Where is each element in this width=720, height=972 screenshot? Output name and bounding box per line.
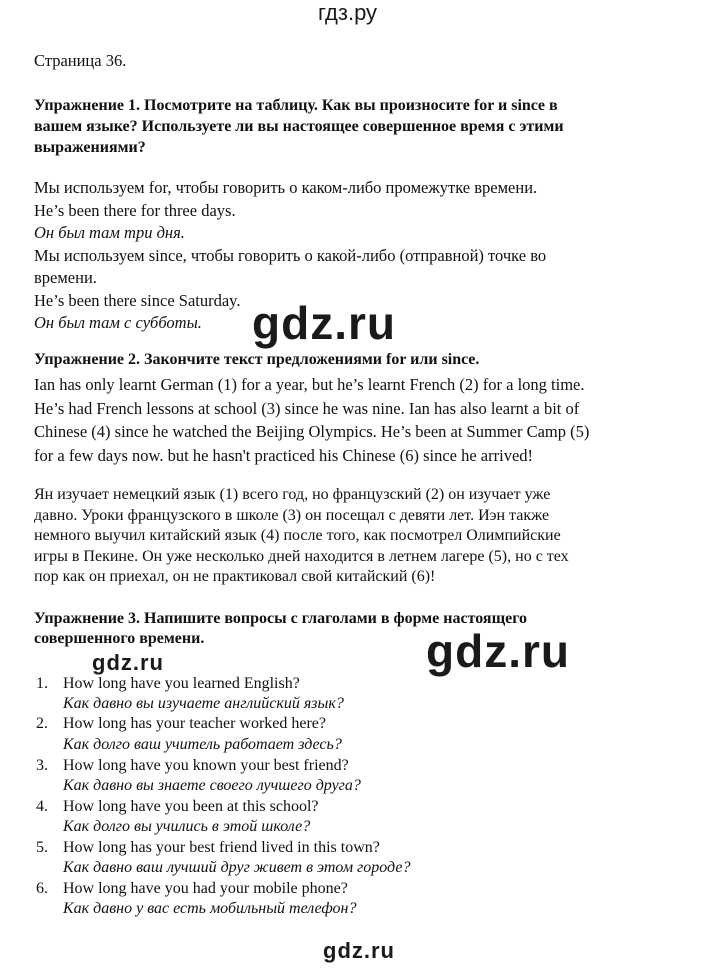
- q1-english: How long have you learned English?: [63, 675, 300, 692]
- ex1-title-line: выражениями?: [34, 139, 146, 156]
- q6-russian: Как давно у вас есть мобильный телефон?: [63, 900, 357, 917]
- ex1-line: времени.: [34, 268, 97, 287]
- ex1-title-line: вашем языке? Используете ли вы настоящее совершенное время с этими: [34, 118, 564, 135]
- q3-number: 3.: [36, 757, 48, 774]
- ex1-line-translation: Он был там с субботы.: [34, 313, 202, 332]
- q2-english: How long has your teacher worked here?: [63, 715, 327, 732]
- q4-russian: Как долго вы учились в этой школе?: [63, 818, 311, 835]
- q3-english: How long have you known your best friend?: [63, 757, 349, 774]
- q6-number: 6.: [36, 880, 48, 897]
- q4-english: How long have you been at this school?: [63, 798, 319, 815]
- q4-number: 4.: [36, 798, 48, 815]
- watermark-small: gdz.ru: [92, 650, 164, 675]
- q2-russian: Как долго ваш учитель работает здесь?: [63, 736, 342, 753]
- ex2-english-line: He’s had French lessons at school (3) since he was nine. Ian has also learnt a bit of: [34, 398, 580, 418]
- q1-russian: Как давно вы изучаете английский язык?: [63, 695, 344, 712]
- site-header: гдз.ру: [318, 0, 378, 25]
- ex3-title-line: совершенного времени.: [34, 630, 205, 647]
- ex1-line: Мы используем since, чтобы говорить о какой-либо (отправной) точке во: [34, 245, 547, 265]
- ex2-title: Упражнение 2. Закончите текст предложениями for или since.: [34, 351, 480, 368]
- ex2-russian-line: давно. Уроки французского в школе (3) он посещал с девяти лет. Иэн также: [34, 506, 550, 524]
- ex2-russian-line: немного выучил китайский язык (4) после того, как посмотрел Олимпийские: [34, 527, 561, 544]
- watermark-footer: gdz.ru: [323, 938, 395, 963]
- ex2-russian-line: Ян изучает немецкий язык (1) всего год, но французский (2) он изучает уже: [34, 486, 551, 503]
- ex2-russian-line: игры в Пекине. Он уже несколько дней находится в летнем лагере (5), но с тех: [34, 547, 569, 565]
- ex2-english-line: Chinese (4) since he watched the Beijing Olympics. He’s been at Summer Camp (5): [34, 422, 590, 441]
- watermark-large: gdz.ru: [426, 625, 570, 677]
- ex3-title-line: Упражнение 3. Напишите вопросы с глаголами в форме настоящего: [34, 610, 528, 627]
- q1-number: 1.: [36, 675, 48, 692]
- ex2-english-line: Ian has only learnt German (1) for a year, but he’s learnt French (2) for a long time.: [34, 375, 585, 394]
- watermark-large: gdz.ru: [252, 297, 396, 349]
- ex1-title: [34, 95, 674, 158]
- ex1-title-line: Упражнение 1. Посмотрите на таблицу. Как вы произносите for и since в: [34, 97, 558, 114]
- q5-english: How long has your best friend lived in this town?: [63, 839, 380, 856]
- q2-number: 2.: [36, 715, 48, 732]
- q3-russian: Как давно вы знаете своего лучшего друга?: [63, 777, 361, 794]
- ex1-line-translation: Он был там три дня.: [34, 223, 185, 242]
- page-label: Страница 36.: [34, 51, 127, 70]
- ex3-title: [34, 609, 674, 649]
- ex1-line: He’s been there for three days.: [34, 200, 236, 220]
- ex2-english: [34, 373, 674, 467]
- ex1-line: Мы используем for, чтобы говорить о каком-либо промежутке времени.: [34, 178, 538, 197]
- ex2-russian-line: пор как он приехал, он не практиковал свой китайский (6)!: [34, 568, 436, 585]
- ex1-line: He’s been there since Saturday.: [34, 290, 241, 310]
- ex2-russian: [34, 485, 674, 588]
- q6-english: How long have you had your mobile phone?: [63, 880, 348, 897]
- ex2-english-line: for a few days now. but he hasn't practiced his Chinese (6) since he arrived!: [34, 445, 534, 465]
- q5-number: 5.: [36, 839, 48, 856]
- q5-russian: Как давно ваш лучший друг живет в этом городе?: [63, 859, 411, 876]
